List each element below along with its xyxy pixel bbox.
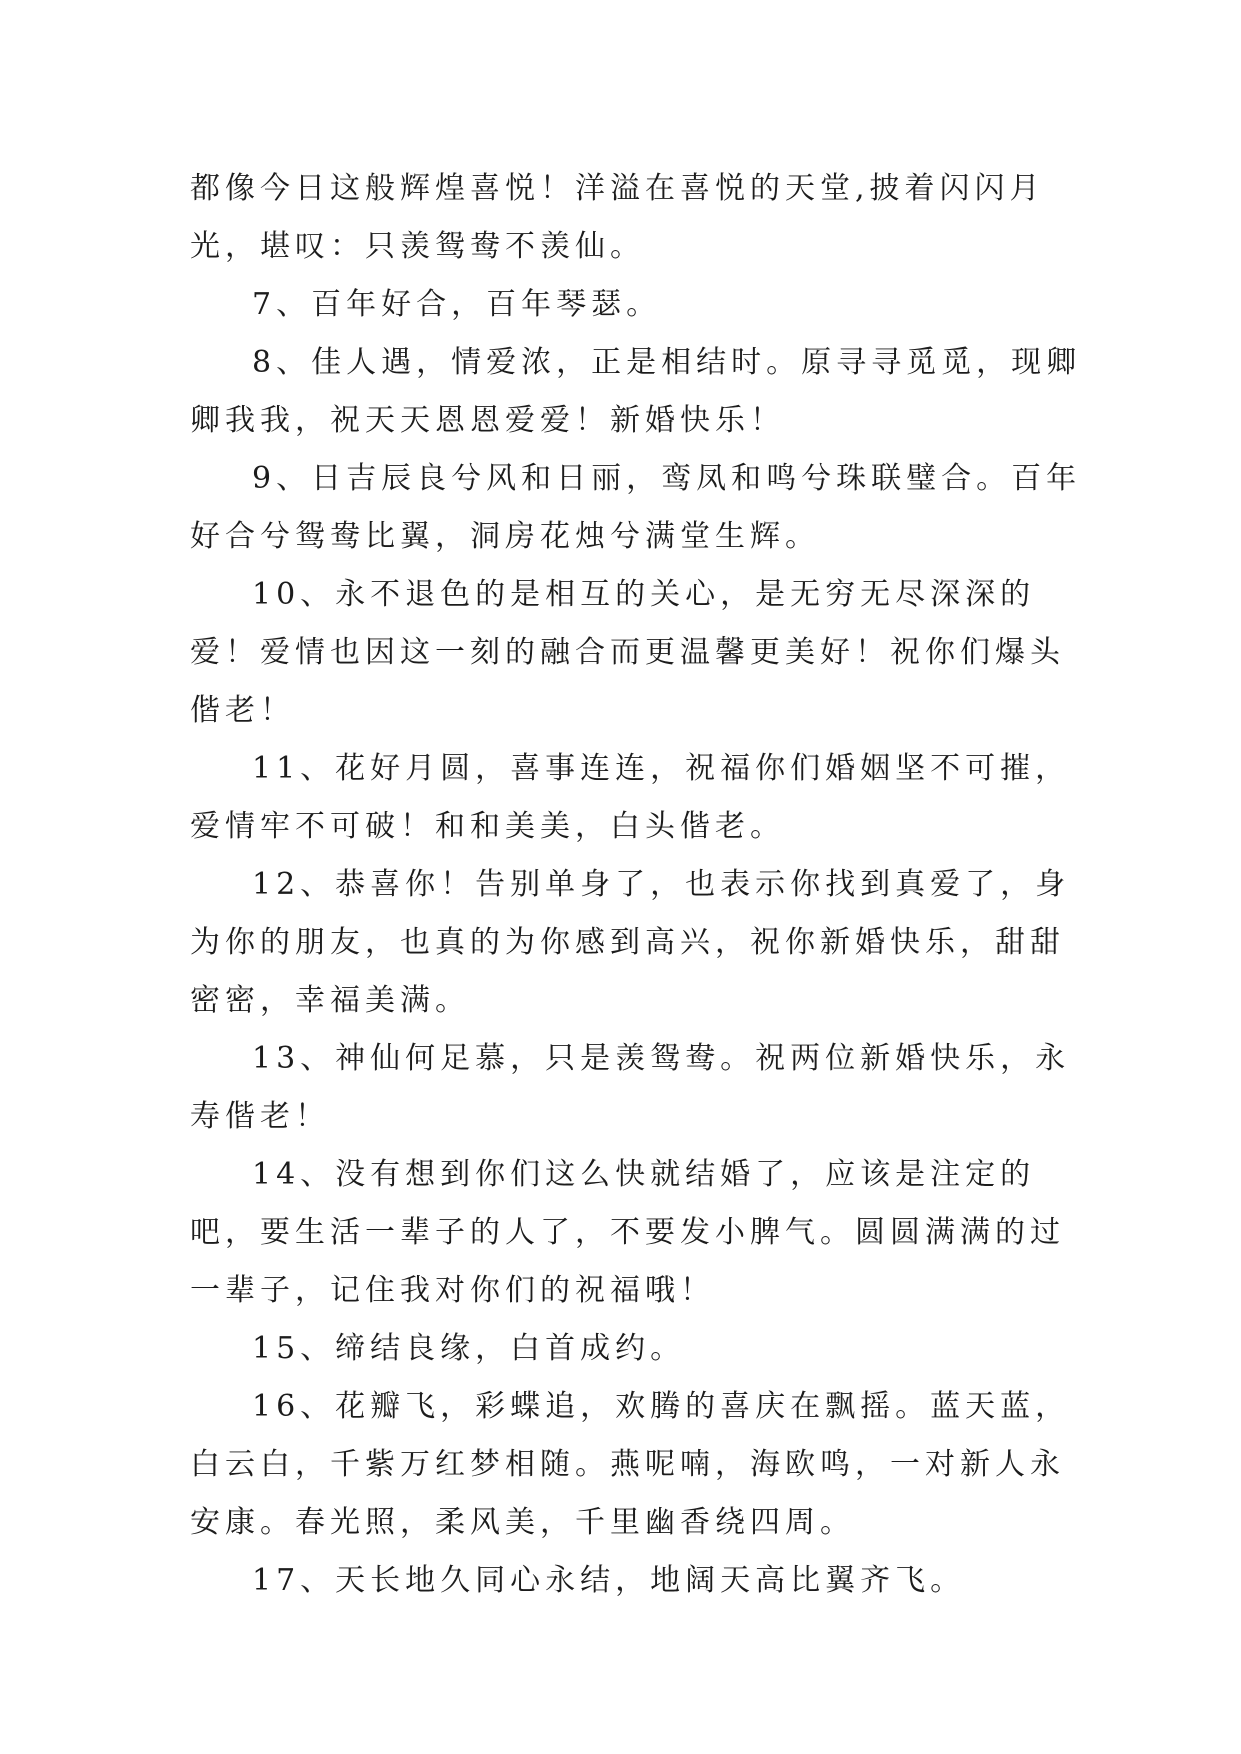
paragraph-14: 14、没有想到你们这么快就结婚了，应该是注定的吧，要生活一辈子的人了，不要发小脾气。圆圆满满的过一辈子，记住我对你们的祝福哦！ — [190, 1157, 1065, 1308]
paragraph-16: 16、花瓣飞，彩蝶追，欢腾的喜庆在飘摇。蓝天蓝，白云白，千紫万红梦相随。燕呢喃，海欧鸣，一对新人永安康。春光照，柔风美，千里幽香绕四周。 — [190, 1389, 1071, 1540]
paragraph-continued-6: 都像今日这般辉煌喜悦！洋溢在喜悦的天堂,披着闪闪月光，堪叹：只羡鸳鸯不羡仙。 — [190, 171, 1045, 264]
paragraph-12: 12、恭喜你！告别单身了，也表示你找到真爱了，身为你的朋友，也真的为你感到高兴，祝你新婚快乐，甜甜密密，幸福美满。 — [190, 867, 1071, 1018]
document-body — [190, 160, 1090, 1610]
paragraph-8: 8、佳人遇，情爱浓，正是相结时。原寻寻觅觅，现卿卿我我，祝天天恩恩爱爱！新婚快乐！ — [190, 345, 1082, 438]
paragraph-17: 17、天长地久同心永结，地阔天高比翼齐飞。 — [252, 1563, 966, 1598]
paragraph-7: 7、百年好合，百年琴瑟。 — [252, 287, 662, 322]
paragraph-13: 13、神仙何足慕，只是羡鸳鸯。祝两位新婚快乐，永寿偕老！ — [190, 1041, 1071, 1134]
paragraph-10: 10、永不退色的是相互的关心，是无穷无尽深深的爱！爱情也因这一刻的融合而更温馨更美好！祝你们爆头偕老！ — [190, 577, 1065, 728]
paragraph-9: 9、日吉辰良兮风和日丽，鸾凤和鸣兮珠联璧合。百年好合兮鸳鸯比翼，洞房花烛兮满堂生辉。 — [190, 461, 1082, 554]
paragraph-11: 11、花好月圆，喜事连连，祝福你们婚姻坚不可摧，爱情牢不可破！和和美美，白头偕老。 — [190, 751, 1071, 844]
paragraph-15: 15、缔结良缘，白首成约。 — [252, 1331, 686, 1366]
